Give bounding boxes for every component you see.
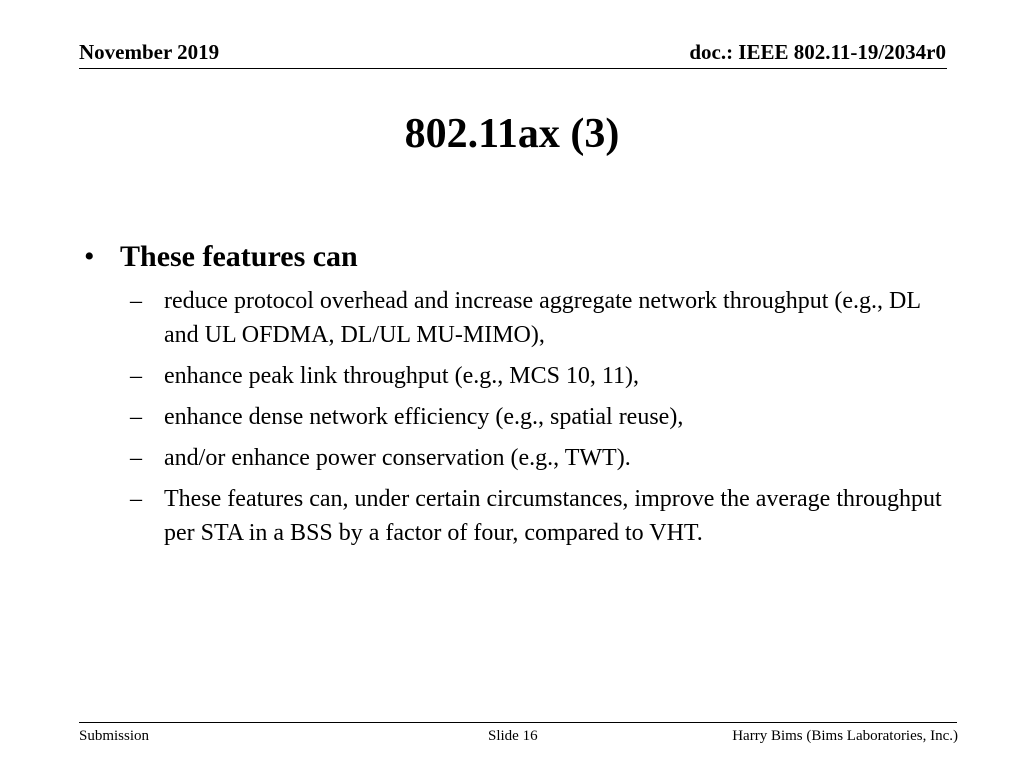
sub-bullet-list	[130, 284, 950, 557]
header-date: November 2019	[79, 40, 220, 64]
dash-marker: –	[130, 445, 142, 471]
bullet-marker: •	[84, 240, 95, 273]
footer-author: Harry Bims (Bims Laboratories, Inc.)	[732, 728, 958, 744]
sub-bullet-item	[130, 400, 950, 434]
header-divider	[79, 68, 947, 69]
slide-title: 802.11ax (3)	[404, 111, 620, 157]
footer-divider	[79, 722, 957, 723]
dash-marker: –	[130, 288, 142, 314]
header-doc-id: doc.: IEEE 802.11-19/2034r0	[689, 40, 946, 64]
dash-marker: –	[130, 486, 142, 512]
sub-bullet-text: reduce protocol overhead and increase aggregate network throughput (e.g., DL and UL OFDMA, DL/UL MU-MIMO),	[164, 288, 921, 348]
sub-bullet-text: enhance peak link throughput (e.g., MCS 10, 11),	[164, 363, 640, 389]
sub-bullet-item	[130, 441, 950, 475]
dash-marker: –	[130, 404, 142, 430]
sub-bullet-text: These features can, under certain circumstances, improve the average throughput per STA in a BSS by a factor of four, compared to VHT.	[164, 486, 942, 546]
sub-bullet-text: enhance dense network efficiency (e.g., spatial reuse),	[164, 404, 684, 430]
dash-marker: –	[130, 363, 142, 389]
sub-bullet-text: and/or enhance power conservation (e.g., TWT).	[164, 445, 631, 471]
footer-slide-number: Slide 16	[488, 728, 538, 744]
sub-bullet-item	[130, 482, 950, 550]
bullet-text: These features can	[120, 240, 358, 273]
sub-bullet-item	[130, 359, 950, 393]
sub-bullet-item	[130, 284, 950, 352]
footer-submission: Submission	[79, 728, 150, 744]
